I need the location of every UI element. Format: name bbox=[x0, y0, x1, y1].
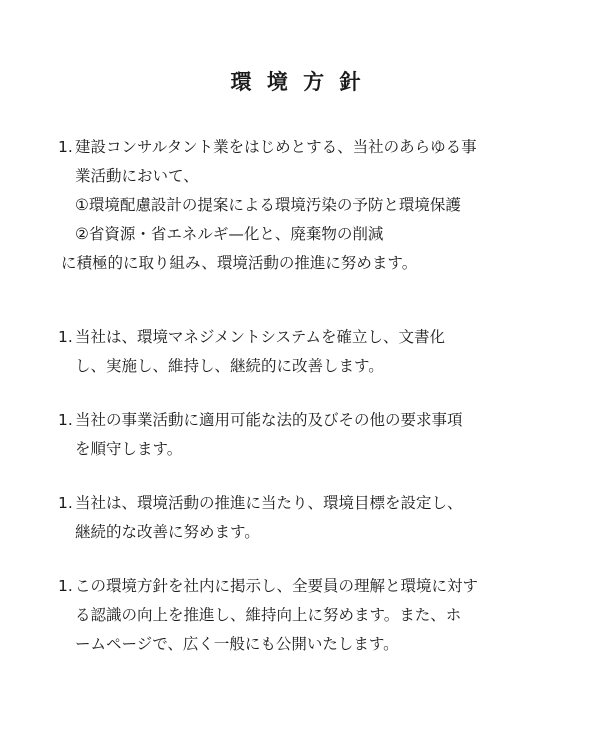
policy-item-1 bbox=[58, 133, 558, 278]
document-title: 環 境 方 針 bbox=[230, 70, 365, 94]
policy-item-1-number: 1. bbox=[58, 138, 73, 156]
policy-item-1-line-5: に積極的に取り組み、環境活動の推進に努めます。 bbox=[61, 254, 418, 272]
policy-item-4-number: 1. bbox=[58, 494, 73, 512]
policy-item-3 bbox=[58, 406, 558, 464]
policy-item-4-line-2: 継続的な改善に努めます。 bbox=[75, 523, 260, 541]
policy-item-1-line-4: ②省資源・省エネルギ—化と、廃棄物の削減 bbox=[75, 225, 384, 243]
policy-item-4-text-1: 当社は、環境活動の推進に当たり、環境目標を設定し、 bbox=[75, 494, 463, 512]
policy-item-5-number: 1. bbox=[58, 577, 73, 595]
policy-item-1-line-1 bbox=[58, 133, 558, 162]
policy-item-5-line-1 bbox=[58, 572, 558, 601]
policy-item-5 bbox=[58, 572, 558, 659]
policy-item-1-line-3: ①環境配慮設計の提案による環境汚染の予防と環境保護 bbox=[75, 196, 461, 214]
policy-item-1-line-2: 業活動において、 bbox=[75, 167, 199, 185]
policy-item-2-line-2: し、実施し、維持し、継続的に改善します。 bbox=[75, 357, 384, 375]
policy-item-5-line-2: る認識の向上を推進し、維持向上に努めます。また、ホ bbox=[75, 606, 462, 624]
policy-item-2 bbox=[58, 323, 558, 381]
policy-item-5-text-1: この環境方針を社内に掲示し、全要員の理解と環境に対す bbox=[75, 577, 479, 595]
policy-item-5-line-3: ームページで、広く一般にも公開いたします。 bbox=[75, 635, 399, 653]
policy-item-3-line-2: を順守します。 bbox=[75, 440, 183, 458]
policy-item-2-text-1: 当社は、環境マネジメントシステムを確立し、文書化 bbox=[75, 328, 445, 346]
policy-item-3-text-1: 当社の事業活動に適用可能な法的及びその他の要求事項 bbox=[75, 411, 463, 429]
policy-item-1-text-1: 建設コンサルタント業をはじめとする、当社のあらゆる事 bbox=[75, 138, 477, 156]
policy-item-3-line-1 bbox=[58, 406, 558, 435]
policy-item-2-number: 1. bbox=[58, 328, 73, 346]
policy-item-4-line-1 bbox=[58, 489, 558, 518]
policy-item-4 bbox=[58, 489, 558, 547]
policy-item-3-number: 1. bbox=[58, 411, 73, 429]
policy-item-2-line-1 bbox=[58, 323, 558, 352]
